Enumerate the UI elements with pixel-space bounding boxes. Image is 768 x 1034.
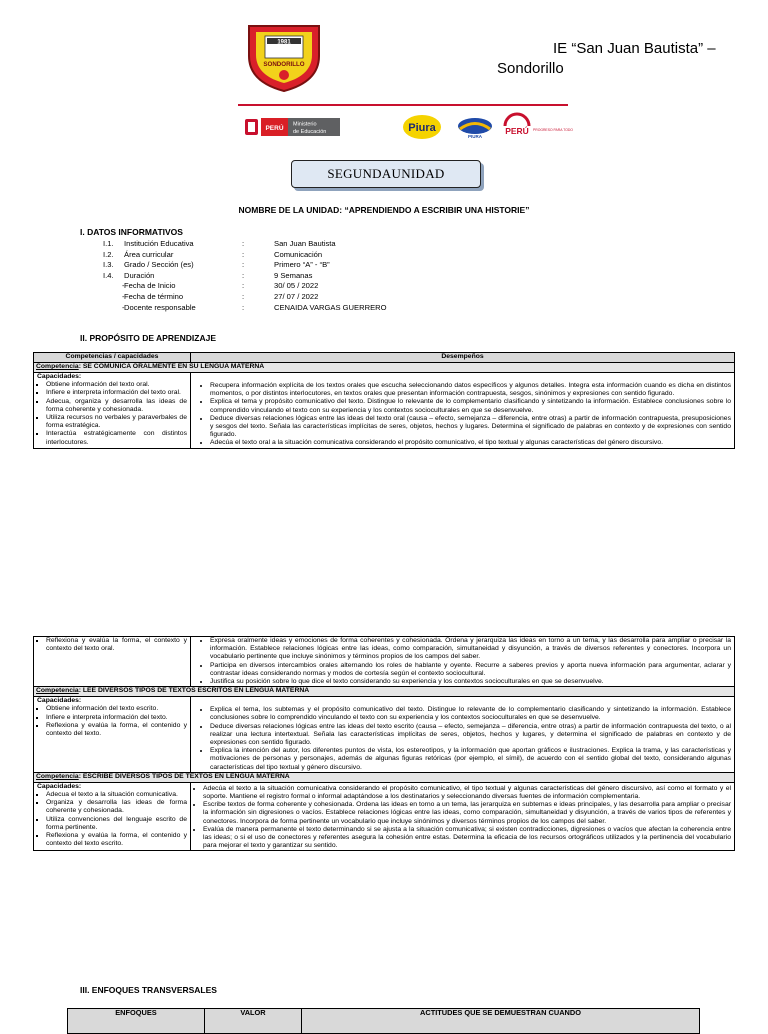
datos-label: Área curricular (124, 249, 174, 259)
table-header-row (68, 1009, 700, 1034)
logo-ministry-line2: de Educación (293, 129, 327, 135)
datos-sep: : (242, 249, 245, 259)
proposito-table-page2 (33, 636, 735, 851)
competencia-content-row (34, 782, 735, 851)
datos-row (103, 303, 454, 314)
datos-row (103, 250, 454, 261)
datos-value: 9 Semanas (274, 270, 313, 280)
competencia-content-row (34, 697, 735, 773)
crest-year: 1981 (277, 39, 291, 46)
list-item: • Explica la intención del autor, los diferentes puntos de vista, los estereotipos, y la información que aportan gráficos e ilustraciones. Explica la trama, y las características y motivaciones de personas y personajes, además de algunas figuras retóricas (por ejemplo, el símil), de acuerdo con el sentido global del texto, considerando algunas características del tipo textual y género discursivo. (210, 747, 731, 772)
list-item: ▪ Utiliza convenciones del lenguaje escrito de forma pertinente. (46, 816, 187, 832)
school-name-line1: IE “San Juan Bautista” – (553, 40, 716, 57)
datos-num: I.2. (103, 249, 114, 259)
list-item: ▪ Interactúa estratégicamente con distintos interlocutores. (46, 430, 187, 446)
desempenos-list (194, 637, 731, 686)
desempenos-list (194, 706, 731, 772)
datos-label: Fecha de término (124, 291, 184, 301)
school-name-line2: Sondorillo (497, 60, 564, 77)
list-item: ▪ Utiliza recursos no verbales y paraverbales de forma estratégica. (46, 414, 187, 430)
unit-name: NOMBRE DE LA UNIDAD: “APRENDIENDO A ESCRIBIR UNA HISTORIE” (238, 205, 530, 215)
competencia-title-lee (34, 687, 735, 697)
list-item: • Adecúa el texto oral a la situación comunicativa considerando el propósito comunicativo, el tipo textual y algunas características del género discursivo. (210, 439, 731, 447)
capacidades-list (37, 705, 187, 738)
list-item: • Escribe textos de forma coherente y cohesionada. Ordena las ideas en torno a un tema, las jerarquiza en subtemas e ideas principales, y las desarrolla para ampliar o precisar la información sin digresiones o vacíos. Establece relaciones lógicas entre las ideas, como comparación, simultaneidad y disyunción, a través de varios tipos de referentes y conectores. Incorpora de forma pertinente un vocabulario que incluye sinónimos y diversos términos propios de los campos del saber. (203, 801, 731, 826)
datos-value: CENAIDA VARGAS GUERRERO (274, 302, 387, 312)
list-item: ▪ Reflexiona y evalúa la forma, el contenido y contexto del texto escrito. (46, 832, 187, 848)
competencia-label: Competencia (36, 363, 79, 370)
datos-informativos-list (103, 239, 454, 313)
institution-logos (243, 112, 573, 144)
datos-value: Comunicación (274, 249, 323, 259)
capacidades-cell (34, 782, 191, 851)
list-item: ▪ Infiere e interpreta información del texto. (46, 714, 187, 722)
desempenos-cell (191, 637, 735, 687)
logo-peru-text: PERÚ (265, 125, 284, 132)
list-item: ▪ Obtiene información del texto oral. (46, 381, 187, 389)
capacidades-title: Capacidades: (37, 697, 82, 705)
capacidades-title: Capacidades: (37, 373, 82, 380)
list-item: • Justifica su posición sobre lo que dice el texto considerando su experiencia y los contextos socioculturales en que se desenvuelve. (210, 678, 731, 686)
competencia-row (34, 687, 735, 697)
capacidades-title: Capacidades: (37, 782, 82, 790)
school-crest (245, 20, 323, 92)
desempenos-cell (191, 697, 735, 773)
logo-peru2-text: PERÚ (505, 126, 529, 136)
capacidades-list (37, 381, 187, 447)
datos-label: Institución Educativa (124, 239, 194, 248)
datos-num: - (122, 302, 125, 312)
competencia-label: Competencia (36, 687, 79, 695)
logo-piura-text: Piura (408, 122, 436, 134)
section1-title: I. DATOS INFORMATIVOS (80, 227, 183, 237)
competencia-content-row (34, 373, 735, 449)
list-item: • Participa en diversos intercambios orales alternando los roles de hablante y oyente. Recurre a saberes previos y aporta nueva información para argumentar, aclarar y contrastar ideas considerando normas y modos de cortesía según el contexto sociocultural. (210, 662, 731, 678)
list-item: • Expresa oralmente ideas y emociones de forma coherentes y cohesionada. Ordena y jerarquiza las ideas en torno a un tema, y las desarrolla para ampliar o precisar la información. Establece relaciones lógicas entre las ideas, como comparación, simultaneidad y disyunción, a través de diversos referentes y conectores. Incorpora un vocabulario pertinente que incluye sinónimos y términos propios de los campos del saber. (210, 637, 731, 662)
crest-name: SONDORILLO (263, 61, 305, 68)
datos-num: - (122, 281, 125, 291)
competencia-name: : SE COMUNICA ORALMENTE EN SU LENGUA MATERNA (78, 363, 265, 370)
datos-num: I.1. (103, 239, 114, 248)
list-item: ▪ Adecua, organiza y desarrolla las ideas de forma coherente y cohesionada. (46, 398, 187, 414)
competencia-content-row (34, 637, 735, 687)
logo-peru2-sub: PROGRESO PARA TODOS (533, 128, 573, 132)
competencia-name: : ESCRIBE DIVERSOS TIPOS DE TEXTOS EN LENGUA MATERNA (78, 772, 290, 780)
datos-num: - (122, 291, 125, 301)
datos-num: I.3. (103, 260, 114, 270)
datos-sep: : (242, 239, 245, 248)
datos-label: Fecha de Inicio (124, 281, 176, 291)
competencia-row (34, 363, 735, 373)
datos-sep: : (242, 302, 245, 312)
datos-value: Primero “A” - “B” (274, 260, 330, 270)
list-item: • Recupera información explícita de los textos orales que escucha seleccionando datos específicos y algunos detalles. Integra esta información cuando es dicha en distintos momentos, o por distintos interlocutores, en textos orales que presentan información contrapuesta, sesgos, sinónimos y expresiones con sentido figurado. (210, 382, 731, 398)
datos-label: Duración (124, 270, 155, 280)
datos-row (103, 271, 454, 282)
col-header-valor: VALOR (205, 1009, 302, 1034)
list-item: ▪ Organiza y desarrolla las ideas de forma coherente y cohesionada. (46, 799, 187, 815)
list-item: ▪ Infiere e interpreta información del texto oral. (46, 389, 187, 397)
header-divider (238, 104, 568, 106)
datos-label: Grado / Sección (es) (124, 260, 194, 270)
list-item: ▪ Obtiene información del texto escrito. (46, 705, 187, 713)
list-item: • Adecúa el texto a la situación comunicativa considerando el propósito comunicativo, el tipo textual y algunas características del género discursivo, así como el formato y el soporte. Mantiene el registro formal o informal adaptándose a los destinatarios y seleccionando diversas fuentes de información complementaria. (203, 785, 731, 801)
datos-sep: : (242, 260, 245, 270)
datos-row (103, 292, 454, 303)
col-header-competencias: Competencias / capacidades (34, 353, 191, 363)
capacidades-list (37, 637, 187, 653)
list-item: • Evalúa de manera permanente el texto determinando si se ajusta a la situación comunicativa; si existen contradicciones, digresiones o vacíos que afectan la coherencia entre las ideas; o si el uso de conectores y referentes asegura la cohesión entre estas. Determina la eficacia de los recursos ortográficos utilizados y la pertinencia del vocabulario para mejorar el texto y garantizar su sentido. (203, 826, 731, 851)
desempenos-list (194, 785, 731, 851)
datos-value: San Juan Bautista (274, 239, 336, 248)
datos-row (103, 239, 454, 250)
col-header-enfoques: ENFOQUES (68, 1009, 205, 1034)
capacidades-cell (34, 697, 191, 773)
logo-dre-text: PIURA (467, 134, 483, 139)
competencia-title-oral (34, 363, 735, 373)
list-item: ▪ Reflexiona y evalúa la forma, el contenido y contexto del texto. (46, 722, 187, 738)
datos-sep: : (242, 281, 245, 291)
list-item: • Explica el tema y propósito comunicativo del texto. Distingue lo relevante de lo complementario clasificando y sintetizando la información. Establece conclusiones sobre lo comprendido vinculando el texto con su experiencia y los contextos socioculturales en que se desenvuelve. (210, 398, 731, 414)
section2-title: II. PROPÓSITO DE APRENDIZAJE (80, 333, 217, 343)
competencia-title-escribe (34, 772, 735, 782)
datos-value: 30/ 05 / 2022 (274, 281, 319, 291)
section3-title: III. ENFOQUES TRANSVERSALES (80, 985, 217, 995)
competencia-name: : LEE DIVERSOS TIPOS DE TEXTOS ESCRITOS EN LENGUA MATERNA (78, 687, 310, 695)
table-header-row (34, 353, 735, 363)
datos-value: 27/ 07 / 2022 (274, 291, 319, 301)
capacidades-list (37, 791, 187, 848)
capacidades-cell (34, 373, 191, 449)
unit-title-box: SEGUNDAUNIDAD (291, 160, 481, 188)
proposito-table-page1 (33, 352, 735, 449)
list-item: ▪ Adecua el texto a la situación comunicativa. (46, 791, 187, 799)
enfoques-table (67, 1008, 700, 1034)
capacidades-cell (34, 637, 191, 687)
datos-num: I.4. (103, 270, 114, 280)
datos-row (103, 281, 454, 292)
datos-row (103, 260, 454, 271)
list-item: • Deduce diversas relaciones lógicas entre las ideas del texto escrito (causa – efecto, semejanza – diferencia, entre otras) a partir de información contrapuesta del texto, o al realizar una lectura intertextual. Señala las características implícitas de seres, objetos, hechos y lugares, y determina el significado de palabras en contexto y de expresiones con sentido figurado. (210, 723, 731, 748)
desempenos-cell (191, 373, 735, 449)
col-header-desempenos: Desempeños (191, 353, 735, 363)
list-item: ▪ Reflexiona y evalúa la forma, el contexto y contexto del texto oral. (46, 637, 187, 653)
datos-label: Docente responsable (124, 302, 196, 312)
logo-ministry-line1: Ministerio (293, 121, 317, 128)
datos-sep: : (242, 291, 245, 301)
col-header-actitudes: ACTITUDES QUE SE DEMUESTRAN CUANDO (302, 1009, 700, 1034)
datos-sep: : (242, 270, 245, 280)
competencia-row (34, 772, 735, 782)
list-item: • Deduce diversas relaciones lógicas entre las ideas del texto oral (causa – efecto, semejanza – diferencia, entre otras) a partir de información contrapuesta, presuposiciones y sesgos del texto. Señala las características implícitas de seres, objetos, hechos y lugares. Determina el significado de palabras en contexto y de expresiones con sentido figurado. (210, 415, 731, 440)
desempenos-cell (191, 782, 735, 851)
competencia-label: Competencia (36, 772, 79, 780)
desempenos-list (194, 382, 731, 448)
list-item: • Explica el tema, los subtemas y el propósito comunicativo del texto. Distingue lo relevante de lo complementario clasificando y sintetizando la información. Establece conclusiones sobre lo comprendido vinculando el texto con su experiencia y los contextos socioculturales en que se desenvuelve. (210, 706, 731, 722)
